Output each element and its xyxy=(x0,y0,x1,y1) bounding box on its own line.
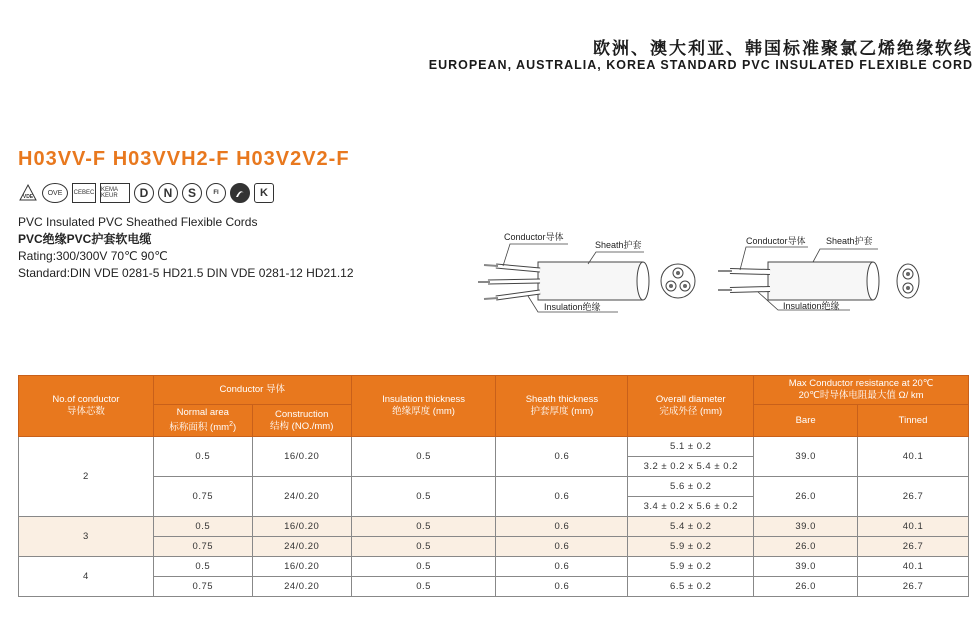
header-tinned: Tinned xyxy=(858,405,969,437)
product-models: H03VV-F H03VVH2-F H03V2V2-F xyxy=(18,148,350,170)
cell-bare: 39.0 xyxy=(754,517,858,537)
cell-tinned: 26.7 xyxy=(858,537,969,557)
cell-construction: 16/0.20 xyxy=(252,437,351,477)
cell-cores: 4 xyxy=(19,557,154,597)
semko-mark-icon: S xyxy=(182,183,202,203)
cell-tinned: 26.7 xyxy=(858,577,969,597)
two-core-cable-illustration xyxy=(718,235,919,311)
standard: Standard:DIN VDE 0281-5 HD21.5 DIN VDE 0281-12 HD21.12 xyxy=(18,266,354,280)
cell-insulation: 0.5 xyxy=(351,557,496,577)
cell-area: 0.5 xyxy=(153,557,252,577)
cebec-mark-icon: CEBEC xyxy=(72,183,96,203)
product-info xyxy=(18,214,354,282)
cell-tinned: 40.1 xyxy=(858,517,969,537)
cell-construction: 24/0.20 xyxy=(252,577,351,597)
cell-insulation: 0.5 xyxy=(351,437,496,477)
cell-area: 0.5 xyxy=(153,517,252,537)
cable-diagram xyxy=(478,222,973,322)
page-title-cn: 欧洲、澳大利亚、韩国标准聚氯乙烯绝缘软线 xyxy=(593,39,973,59)
spec-table xyxy=(18,375,969,597)
cell-bare: 26.0 xyxy=(754,577,858,597)
three-core-cable-illustration xyxy=(478,231,695,312)
nemko-mark-icon: N xyxy=(158,183,178,203)
vde-mark-icon xyxy=(18,183,38,203)
insulation-label-right: Insulation绝缘 xyxy=(783,301,840,311)
kema-mark-icon: KEMA KEUR xyxy=(100,183,130,203)
cell-bare: 39.0 xyxy=(754,557,858,577)
header-sheath: Sheath thickness 护套厚度 (mm) xyxy=(496,376,628,437)
insulation-label-left: Insulation绝缘 xyxy=(544,302,601,312)
cell-sheath: 0.6 xyxy=(496,557,628,577)
cell-area: 0.75 xyxy=(153,577,252,597)
table-row xyxy=(19,437,969,457)
cell-tinned: 40.1 xyxy=(858,557,969,577)
cell-diameter: 5.4 ± 0.2 xyxy=(628,517,754,537)
cell-insulation: 0.5 xyxy=(351,577,496,597)
sheath-label-right: Sheath护套 xyxy=(826,236,873,246)
cell-sheath: 0.6 xyxy=(496,437,628,477)
header-construction: Construction 结构 (NO./mm) xyxy=(252,405,351,437)
cell-bare: 39.0 xyxy=(754,437,858,477)
table-row xyxy=(19,577,969,597)
cell-cores: 3 xyxy=(19,517,154,557)
page-title-en: EUROPEAN, AUSTRALIA, KOREA STANDARD PVC INSULATED FLEXIBLE CORD xyxy=(428,58,973,72)
table-row xyxy=(19,477,969,497)
conductor-label-left: Conductor导体 xyxy=(504,232,564,242)
header-normal-area: Normal area 标称面积 $(mm^2)$ xyxy=(153,405,252,437)
cell-construction: 24/0.20 xyxy=(252,477,351,517)
cell-diameter: 3.2 ± 0.2 x 5.4 ± 0.2 xyxy=(628,457,754,477)
cell-insulation: 0.5 xyxy=(351,477,496,517)
certification-marks xyxy=(18,183,274,203)
sheath-label-left: Sheath护套 xyxy=(595,240,642,250)
cell-diameter: 5.1 ± 0.2 xyxy=(628,437,754,457)
cell-diameter: 5.6 ± 0.2 xyxy=(628,477,754,497)
cell-diameter: 3.4 ± 0.2 x 5.6 ± 0.2 xyxy=(628,497,754,517)
table-row xyxy=(19,557,969,577)
description-cn: PVC绝缘PVC护套软电缆 xyxy=(18,232,152,246)
table-row xyxy=(19,517,969,537)
cell-diameter: 5.9 ± 0.2 xyxy=(628,537,754,557)
ove-mark-icon: OVE xyxy=(42,183,68,203)
cell-diameter: 5.9 ± 0.2 xyxy=(628,557,754,577)
cell-sheath: 0.6 xyxy=(496,517,628,537)
table-row xyxy=(19,537,969,557)
cell-construction: 16/0.20 xyxy=(252,517,351,537)
header-conductor: Conductor 导体 xyxy=(153,376,351,405)
cell-construction: 24/0.20 xyxy=(252,537,351,557)
cell-tinned: 26.7 xyxy=(858,477,969,517)
header-bare: Bare xyxy=(754,405,858,437)
saa-mark-icon xyxy=(230,183,250,203)
cell-insulation: 0.5 xyxy=(351,517,496,537)
cell-sheath: 0.6 xyxy=(496,537,628,557)
demko-mark-icon: D xyxy=(134,183,154,203)
description-en: PVC Insulated PVC Sheathed Flexible Cords xyxy=(18,215,258,229)
fimko-mark-icon: FI xyxy=(206,183,226,203)
cell-diameter: 6.5 ± 0.2 xyxy=(628,577,754,597)
header-insulation: Insulation thickness 绝缘厚度 (mm) xyxy=(351,376,496,437)
cell-area: 0.75 xyxy=(153,537,252,557)
header-no-conductor: No.of conductor 导体芯数 xyxy=(19,376,154,437)
svg-text:VDE: VDE xyxy=(22,194,34,200)
cell-area: 0.5 xyxy=(153,437,252,477)
cell-insulation: 0.5 xyxy=(351,537,496,557)
cell-sheath: 0.6 xyxy=(496,577,628,597)
header-resistance: Max Conductor resistance at 20℃ 20℃时导体电阻最大值 Ω/ km xyxy=(754,376,969,405)
cell-cores: 2 xyxy=(19,437,154,517)
rating: Rating:300/300V 70℃ 90℃ xyxy=(18,249,168,263)
cell-area: 0.75 xyxy=(153,477,252,517)
kc-mark-icon: K xyxy=(254,183,274,203)
header-diameter: Overall diameter 完成外径 (mm) xyxy=(628,376,754,437)
cell-bare: 26.0 xyxy=(754,537,858,557)
cell-sheath: 0.6 xyxy=(496,477,628,517)
conductor-label-right: Conductor导体 xyxy=(746,236,806,246)
cell-construction: 16/0.20 xyxy=(252,557,351,577)
cell-tinned: 40.1 xyxy=(858,437,969,477)
cell-bare: 26.0 xyxy=(754,477,858,517)
